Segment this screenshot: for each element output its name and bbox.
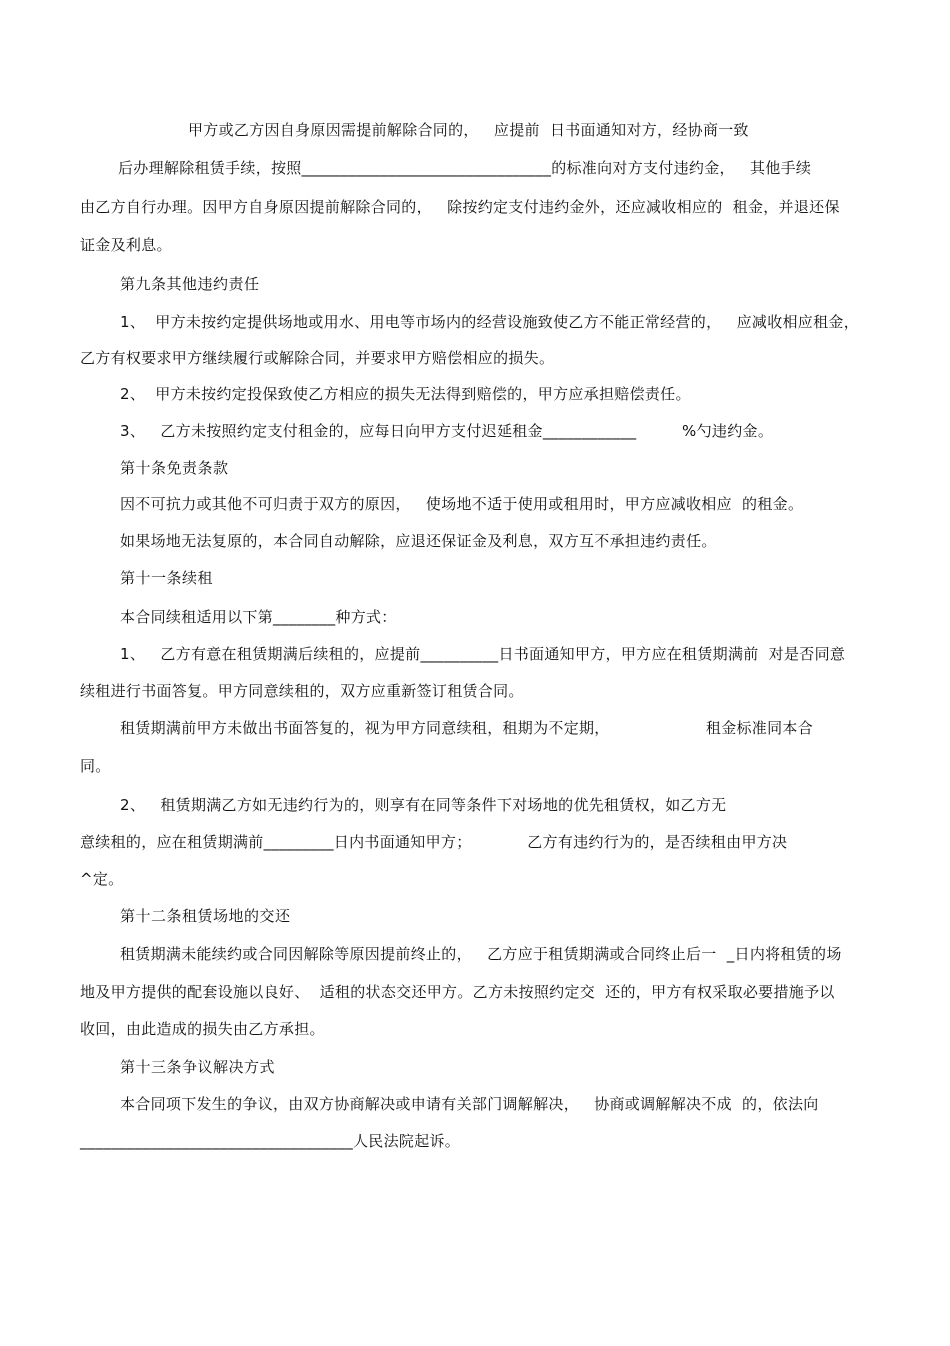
text-line: 1、 甲方未按约定提供场地或用水、用电等市场内的经营设施致使乙方不能正常经营的， 应减收相应租金，	[120, 313, 859, 331]
text-line: 本合同续租适用以下第________种方式：	[120, 608, 397, 626]
text-line: 3、 乙方未按照约定支付租金的，应每日向甲方支付迟延租金____________ %勺违约金。	[120, 422, 774, 440]
text-line: 收回，由此造成的损失由乙方承担。	[80, 1020, 325, 1038]
section-heading-9: 第九条其他违约责任	[120, 275, 260, 293]
text-line: 甲方或乙方因自身原因需提前解除合同的， 应提前 日书面通知对方，经协商一致	[188, 121, 749, 139]
text-line: 同。	[80, 757, 111, 775]
text-line: 租赁期满未能续约或合同因解除等原因提前终止的， 乙方应于租赁期满或合同终止后一 _日内将租赁的场	[120, 945, 842, 963]
text-line: ___________________________________人民法院起诉。	[80, 1132, 461, 1150]
text-line: 续租进行书面答复。甲方同意续租的，双方应重新签订租赁合同。	[80, 682, 524, 700]
text-line: 证金及利息。	[80, 236, 172, 254]
text-line: 租赁期满前甲方未做出书面答复的，视为甲方同意续租，租期为不定期， 租金标准同本合	[120, 719, 813, 737]
text-line: ^定。	[80, 870, 124, 888]
section-heading-12: 第十二条租赁场地的交还	[120, 907, 291, 925]
text-line: 本合同项下发生的争议，由双方协商解决或申请有关部门调解解决， 协商或调解解决不成 的，依法向	[120, 1095, 819, 1113]
text-line: 2、 租赁期满乙方如无违约行为的，则享有在同等条件下对场地的优先租赁权，如乙方无	[120, 796, 727, 814]
text-line: 如果场地无法复原的，本合同自动解除，应退还保证金及利息，双方互不承担违约责任。	[120, 532, 717, 550]
section-heading-10: 第十条免责条款	[120, 459, 229, 477]
text-line: 意续租的，应在租赁期满前_________日内书面通知甲方； 乙方有违约行为的，是否续租由甲方决	[80, 833, 788, 851]
text-line: 地及甲方提供的配套设施以良好、 适租的状态交还甲方。乙方未按照约定交 还的，甲方有权采取必要措施予以	[80, 983, 835, 1001]
section-heading-13: 第十三条争议解决方式	[120, 1058, 276, 1076]
text-line: 1、 乙方有意在租赁期满后续租的，应提前__________日书面通知甲方，甲方应在租赁期满前 对是否同意	[120, 645, 846, 663]
text-line: 因不可抗力或其他不可归责于双方的原因， 使场地不适于使用或租用时，甲方应减收相应 的租金。	[120, 495, 804, 513]
text-line: 乙方有权要求甲方继续履行或解除合同，并要求甲方赔偿相应的损失。	[80, 349, 555, 367]
text-line: 后办理解除租赁手续，按照________________________________的标准向对方支付违约金， 其他手续	[118, 159, 812, 177]
section-heading-11: 第十一条续租	[120, 569, 214, 587]
text-line: 由乙方自行办理。因甲方自身原因提前解除合同的， 除按约定支付违约金外，还应减收相应的 租金，并退还保	[80, 198, 840, 216]
text-line: 2、 甲方未按约定投保致使乙方相应的损失无法得到赔偿的，甲方应承担赔偿责任。	[120, 385, 691, 403]
